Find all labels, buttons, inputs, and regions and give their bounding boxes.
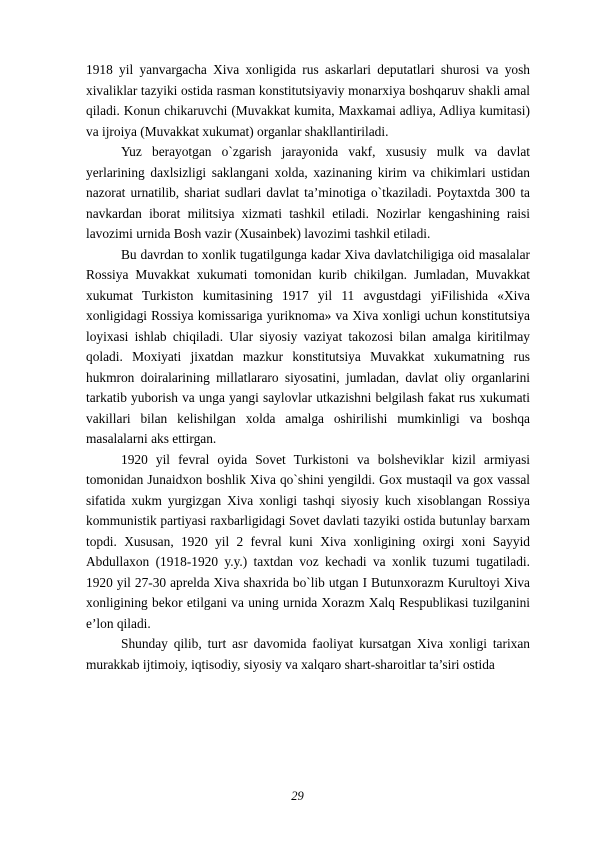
paragraph: Shunday qilib, turt asr davomida faoliyat kursatgan Xiva xonligi tarixan murakkab ijtimoiy, iqtisodiy, siyosiy va xalqaro shart-sharoitlar ta’siri ostida bbox=[86, 636, 530, 672]
paragraph: Yuz berayotgan o`zgarish jarayonida vakf, xususiy mulk va davlat yerlarining daxlsizligi saklangani xolda, xazinaning kirim va chikimlari ustidan nazorat urnatilib, shariat sudlari davlat ta’minotiga o`tkaziladi. Poytaxtda 300 ta navkardan iborat militsiya xizmati tashkil etiladi. Nozirlar kengashining raisi lavozimi urnida Bosh vazir (Xusainbek) lavozimi tashkil etiladi. bbox=[86, 144, 530, 241]
document-body bbox=[86, 60, 530, 675]
page-number: 29 bbox=[291, 789, 304, 803]
paragraph: 1918 yil yanvargacha Xiva xonligida rus askarlari deputatlari shurosi va yosh xivaliklar tazyiki ostida rasman konstitutsiyaviy monarxiya boshqaruv shakli amal qiladi. Konun chikaruvchi (Muvakkat kumita, Maxkamai adliya, Adliya kumitasi) va ijroiya (Muvakkat xukumat) organlar shakllantiriladi. bbox=[86, 62, 530, 139]
paragraph: Bu davrdan to xonlik tugatilgunga kadar Xiva davlatchiligiga oid masalalar Rossiya Muvakkat xukumati tomonidan kurib chikilgan. Jumladan, Muvakkat xukumat Turkiston kumitasining 1917 yil 11 avgustdagi yiFilishida «Xiva xonligidagi Rossiya komissariga yuriknoma» va Xiva xonligi uchun konstitutsiya loyixasi ishlab chiqiladi. Ular siyosiy vaziyat takozosi bilan amalga kiritilmay qoladi. Moxiyati jixatdan mazkur konstitutsiya Muvakkat xukumatning rus hukmron doiralarining millatlararo siyosatini, jumladan, davlat oliy organlarini tarkatib yuborish va unga yangi saylovlar utkazishni belgilash fakat rus xukumati vakillari bilan kelishilgan xolda amalga oshirilishi mumkinligi va boshqa masalalarni aks ettirgan. bbox=[86, 246, 530, 446]
paragraph: 1920 yil fevral oyida Sovet Turkistoni va bolsheviklar kizil armiyasi tomonidan Junaidxon boshlik Xiva qo`shini yengildi. Gox mustaqil va gox vassal sifatida xukm yurgizgan Xiva xonligi tashqi siyosiy kuch xisoblangan Rossiya kommunistik partiyasi raxbarligidagi Sovet davlati tazyiki ostida butunlay barxam topdi. Xususan, 1920 yil 2 fevral kuni Xiva xonligining oxirgi xoni Sayyid Abdullaxon (1918-1920 y.y.) taxtdan voz kechadi va xonlik tuzumi tugatiladi. 1920 yil 27-30 aprelda Xiva shaxrida bo`lib utgan I Butunxorazm Kurultoyi Xiva xonligining bekor etilgani va uning urnida Xorazm Xalq Respublikasi tuzilganini e’lon qiladi. bbox=[86, 451, 530, 631]
